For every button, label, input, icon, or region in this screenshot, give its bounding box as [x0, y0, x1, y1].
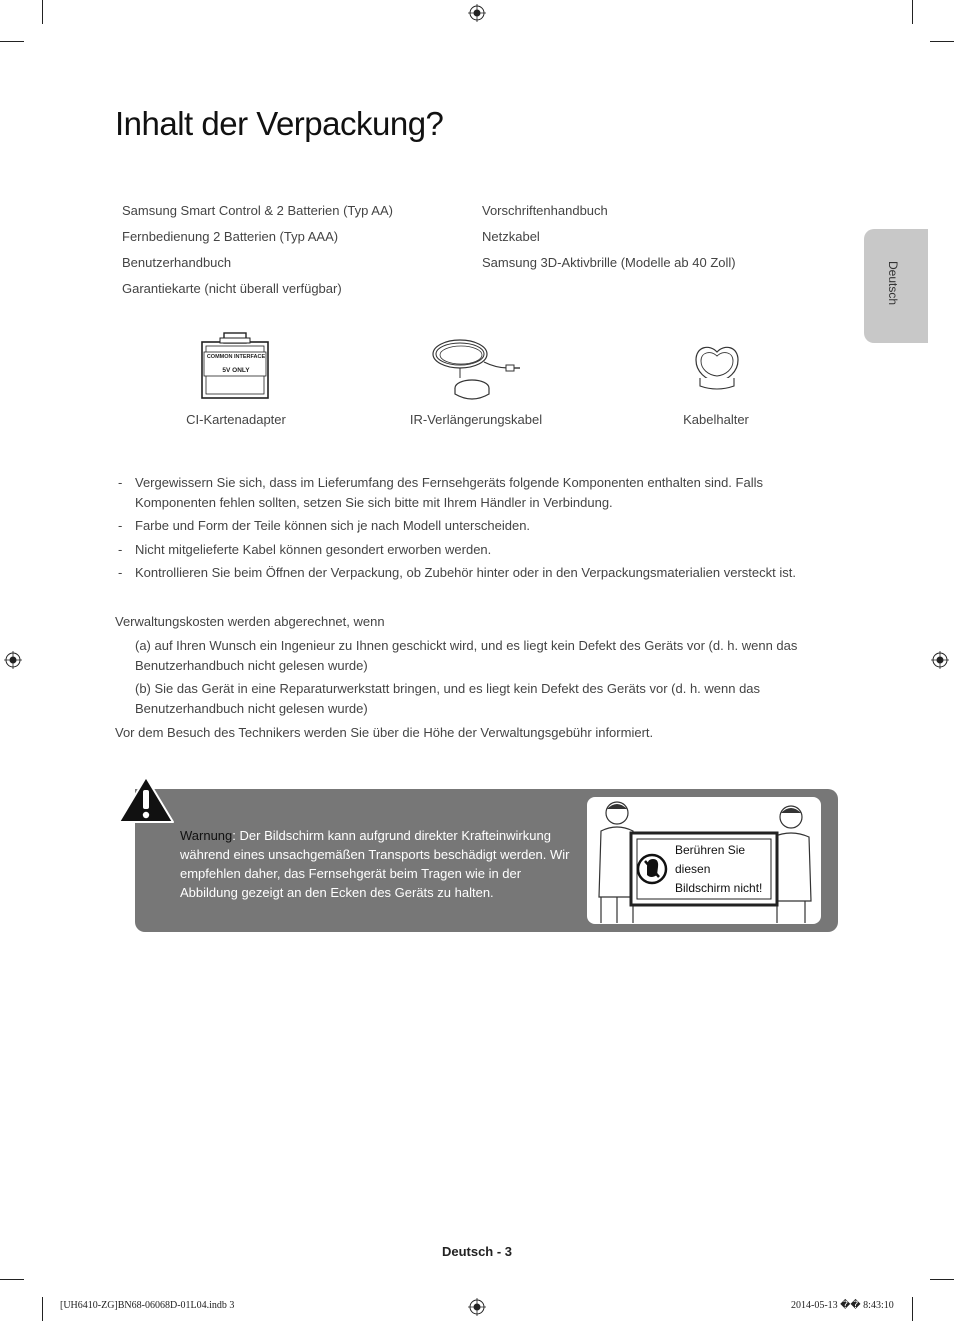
contents-item: Benutzerhandbuch	[122, 255, 232, 270]
page-number: Deutsch - 3	[441, 1244, 513, 1259]
illustration-caption-line: Berühren Sie	[675, 843, 746, 857]
ci-card-adapter-icon	[198, 330, 272, 402]
carry-tv-illustration	[587, 797, 821, 924]
warning-triangle-icon	[117, 775, 175, 825]
language-side-tab	[864, 229, 928, 343]
admin-costs-item-a: (a) auf Ihren Wunsch ein Ingenieur zu Ihnen geschickt wird, und es liegt kein Defekt des Geräts vor (d. h. wenn das Benutzerhandbuch nicht gelesen wurde)	[135, 638, 798, 673]
ci-card-print: COMMON INTERFACE	[206, 354, 266, 360]
page-title: Inhalt der Verpackung?	[115, 105, 444, 142]
contents-item: Garantiekarte (nicht überall verfügbar)	[122, 281, 342, 296]
note-dash: -	[118, 518, 123, 533]
print-slug-right: 2014-05-13 �� 8:43:10	[791, 1300, 894, 1311]
note-item	[118, 563, 818, 583]
crop-mark	[0, 41, 24, 42]
admin-costs-intro: Verwaltungskosten werden abgerechnet, wenn	[115, 614, 385, 629]
crop-mark	[930, 41, 954, 42]
note-text: Farbe und Form der Teile können sich je nach Modell unterscheiden.	[135, 518, 531, 533]
note-text: Kontrollieren Sie beim Öffnen der Verpackung, ob Zubehör hinter oder in den Verpackungsmaterialien versteckt ist.	[135, 565, 796, 580]
note-dash: -	[118, 475, 123, 490]
note-dash: -	[118, 542, 123, 557]
note-item	[118, 473, 818, 512]
print-slug-left: [UH6410-ZG]BN68-06068D-01L04.indb 3	[60, 1300, 235, 1311]
note-text: Vergewissern Sie sich, dass im Lieferumfang des Fernsehgeräts folgende Komponenten enthalten sind. Falls Komponenten fehlen sollten, setzen Sie sich bitte mit Ihrem Händler in Verbindung.	[135, 475, 763, 510]
note-dash: -	[118, 565, 123, 580]
crop-mark	[912, 1297, 913, 1321]
accessory-label: CI-Kartenadapter	[186, 412, 286, 427]
illustration-caption	[675, 841, 762, 898]
crop-mark	[930, 1279, 954, 1280]
registration-mark-icon	[931, 651, 949, 669]
illustration-caption-line: diesen	[675, 862, 711, 876]
admin-costs-item-b: (b) Sie das Gerät in eine Reparaturwerkstatt bringen, und es liegt kein Defekt des Geräts vor (d. h. wenn das Benutzerhandbuch nicht gelesen wurde)	[135, 681, 761, 716]
registration-mark-icon	[4, 651, 22, 669]
crop-mark	[912, 0, 913, 24]
contents-item: Netzkabel	[482, 229, 540, 244]
crop-mark	[42, 1297, 43, 1321]
contents-item: Samsung 3D-Aktivbrille (Modelle ab 40 Zoll)	[482, 255, 736, 270]
registration-mark-icon	[468, 1298, 486, 1316]
note-item	[118, 516, 818, 536]
note-text: Nicht mitgelieferte Kabel können gesondert erworben werden.	[135, 542, 492, 557]
warning-label: Warnung	[180, 828, 233, 843]
accessory-label: Kabelhalter	[683, 412, 749, 427]
ir-extension-cable-icon	[430, 332, 522, 404]
contents-item: Vorschriftenhandbuch	[482, 203, 608, 218]
note-item	[118, 540, 818, 560]
crop-mark	[0, 1279, 24, 1280]
warning-text	[180, 826, 570, 902]
ci-card-print: 5V ONLY	[222, 367, 250, 374]
registration-mark-icon	[468, 4, 486, 22]
contents-item: Fernbedienung 2 Batterien (Typ AAA)	[122, 229, 339, 244]
cable-holder-icon	[692, 342, 742, 392]
side-tab-label: Deutsch	[886, 261, 900, 306]
warning-body: : Der Bildschirm kann aufgrund direkter Krafteinwirkung während eines unsachgemäßen Transports beschädigt werden. Wir empfehlen daher, das Fernsehgerät beim Tragen wie in der Abbildung gezeigt an den Ecken des Geräts zu halten.	[180, 828, 570, 900]
crop-mark	[42, 0, 43, 24]
admin-costs-outro: Vor dem Besuch des Technikers werden Sie über die Höhe der Verwaltungsgebühr informiert.	[115, 725, 654, 740]
accessory-label: IR-Verlängerungskabel	[409, 412, 543, 427]
illustration-caption-line: Bildschirm nicht!	[675, 881, 763, 895]
contents-item: Samsung Smart Control & 2 Batterien (Typ AA)	[122, 203, 393, 218]
